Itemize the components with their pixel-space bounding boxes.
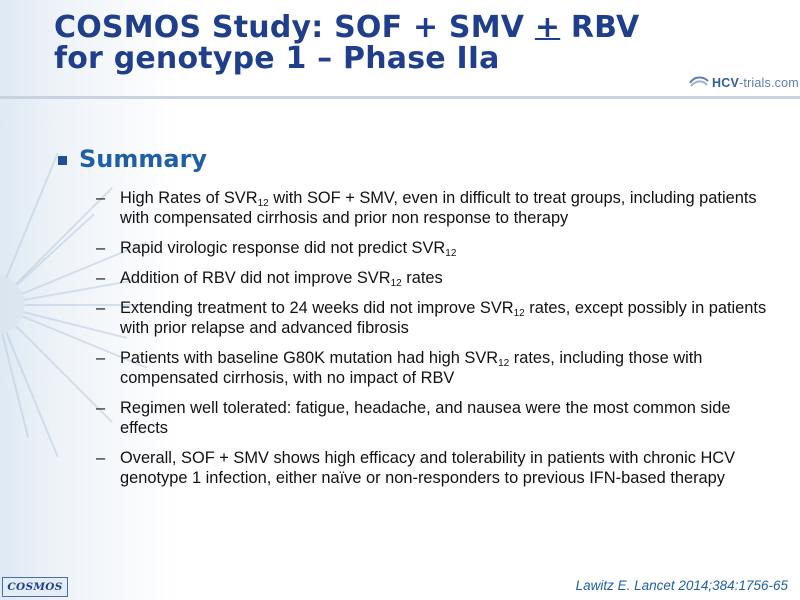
citation: Lawitz E. Lancet 2014;384:1756-65 (575, 578, 788, 593)
study-tag-label: COSMOS (7, 581, 63, 593)
title-line-1-suffix: RBV (560, 10, 640, 45)
plus-minus-symbol: + (534, 10, 561, 45)
header-divider (0, 96, 800, 99)
dash-bullet: – (96, 269, 106, 287)
hcv-logo-icon (688, 75, 710, 91)
section-title: Summary (79, 145, 208, 173)
title-line-1-prefix: COSMOS Study: SOF + SMV (54, 10, 535, 45)
dash-bullet: – (96, 349, 106, 367)
title-line-1 (54, 12, 674, 43)
list-item-text: Patients with baseline G80K mutation had high $SVR_{12}$ rates, including those with compensated cirrhosis, with no impact of RBV (120, 349, 703, 387)
logo-text-rest: -trials.com (739, 76, 799, 90)
dash-bullet: – (96, 449, 106, 467)
slide-title (54, 12, 674, 74)
list-item (96, 398, 776, 438)
list-item (96, 348, 776, 388)
title-line-2: for genotype 1 – Phase IIa (54, 41, 500, 76)
dash-bullet: – (96, 299, 106, 317)
logo-text-main: HCV (712, 76, 739, 90)
list-item (96, 238, 776, 258)
list-item (96, 448, 776, 488)
hcv-trials-logo (688, 74, 799, 92)
list-item (96, 188, 776, 228)
dash-bullet: – (96, 239, 106, 257)
list-item-text: Regimen well tolerated: fatigue, headache, and nausea were the most common side effects (120, 399, 731, 437)
list-item-text: Extending treatment to 24 weeks did not improve $SVR_{12}$ rates, except possibly in patients with prior relapse and advanced fibrosis (120, 299, 767, 337)
list-item-text: Addition of RBV did not improve $SVR_{12}$ rates (120, 269, 443, 289)
list-item-text: High Rates of $SVR_{12}$ with SOF + SMV, even in difficult to treat groups, including patients with compensated cirrhosis and prior non response to therapy (120, 189, 757, 227)
square-bullet-icon (58, 156, 67, 165)
list-item (96, 268, 776, 288)
dash-bullet: – (96, 189, 106, 207)
study-tag (2, 577, 68, 597)
list-item (96, 298, 776, 338)
summary-heading (58, 145, 207, 173)
summary-list (96, 188, 776, 498)
list-item-text: Overall, SOF + SMV shows high efficacy and tolerability in patients with chronic HCV genotype 1 infection, either naïve or non-responders to previous IFN-based therapy (120, 449, 736, 487)
dash-bullet: – (96, 399, 106, 417)
list-item-text: Rapid virologic response did not predict $SVR_{12}$ (120, 239, 457, 259)
logo-text (712, 76, 799, 90)
